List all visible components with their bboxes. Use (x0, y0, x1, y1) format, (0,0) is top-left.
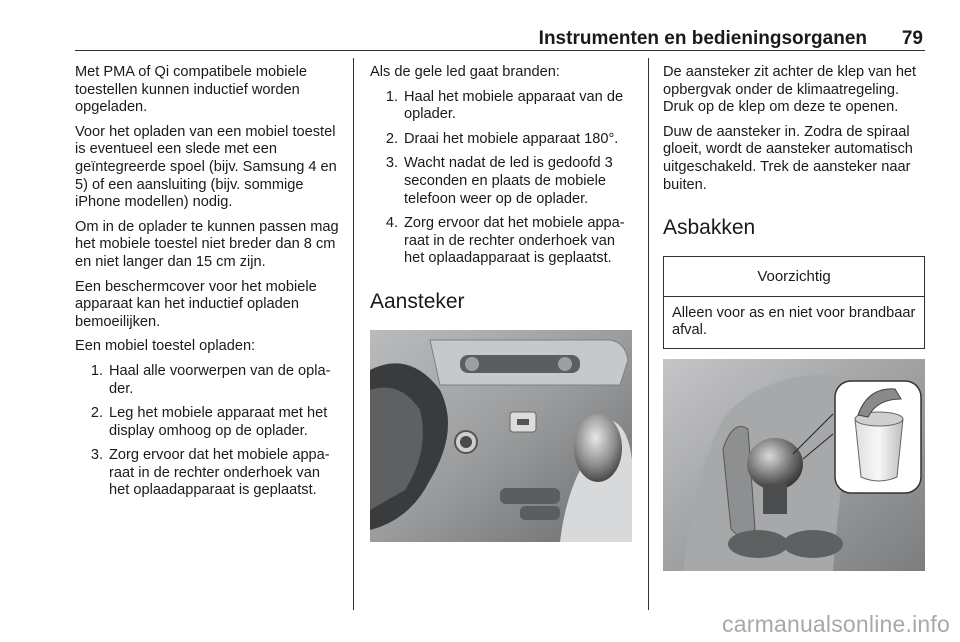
section-heading-aansteker: Aansteker (370, 289, 465, 313)
list-item: 1. Haal alle voorwerpen van de oplader. (90, 362, 331, 397)
list-item: 4. Zorg ervoor dat het mobiele apparaat in de rechter onderhoek van het oplaadapparaat is geplaatst. (385, 215, 625, 267)
paragraph: Met PMA of Qi compatibele mobiele toestellen kunnen inductief worden opgeladen. (75, 64, 307, 116)
ashtray-photo (663, 359, 925, 571)
caution-title: Voorzichtig (664, 257, 924, 297)
charging-steps-list (75, 363, 343, 500)
list-item: 2. Draai het mobiele apparaat 180°. (385, 130, 619, 147)
column-2 (370, 64, 632, 542)
caution-box (663, 256, 925, 349)
watermark: carmanualsonline.info (722, 611, 950, 637)
paragraph: Voor het opladen van een mobiel toestel is eventueel een slede met een geïntegreerde spoel (bijv. Samsung 4 en 5) of een aansluiting (bijv. sommige iPhone modellen) nodig. (75, 123, 337, 211)
paragraph: Als de gele led gaat branden: (370, 64, 560, 80)
caution-text: Alleen voor as en niet voor brandbaar afval. (672, 304, 916, 339)
column-3 (663, 64, 925, 571)
header-rule (75, 50, 925, 51)
column-divider-1 (353, 58, 354, 610)
section-heading-asbakken: Asbakken (663, 216, 756, 240)
page-number: 79 (901, 28, 923, 49)
list-item: 3. Zorg ervoor dat het mobiele apparaat in de rechter onderhoek van het oplaadapparaat is geplaatst. (90, 447, 330, 499)
lighter-photo (370, 330, 632, 542)
page-title: Instrumenten en bedieningsorganen (538, 28, 867, 49)
page-header (75, 24, 925, 48)
led-steps-list (370, 89, 632, 268)
paragraph: Om in de oplader te kunnen passen mag het mobiele toestel niet breder dan 8 cm en niet langer dan 15 cm zijn. (75, 218, 339, 270)
list-item: 2. Leg het mobiele apparaat met het display omhoog op de oplader. (90, 405, 328, 439)
paragraph: Een mobiel toestel opladen: (75, 338, 256, 355)
paragraph: Duw de aansteker in. Zodra de spiraal gloeit, wordt de aansteker automatisch uitgeschakeld. Trek de aansteker naar buiten. (663, 123, 913, 193)
list-item: 3. Wacht nadat de led is gedoofd 3 seconden en plaats de mobiele telefoon weer op de oplader. (385, 155, 613, 207)
paragraph: De aansteker zit achter de klep van het opbergvak onder de klimaatregeling. Druk op de klep om deze te openen. (663, 64, 917, 116)
paragraph: Een beschermcover voor het mobiele apparaat kan het inductief opladen bemoeilijken. (75, 278, 317, 330)
list-item: 1. Haal het mobiele apparaat van de oplader. (385, 88, 624, 123)
column-1 (75, 64, 343, 507)
column-divider-2 (648, 58, 649, 610)
